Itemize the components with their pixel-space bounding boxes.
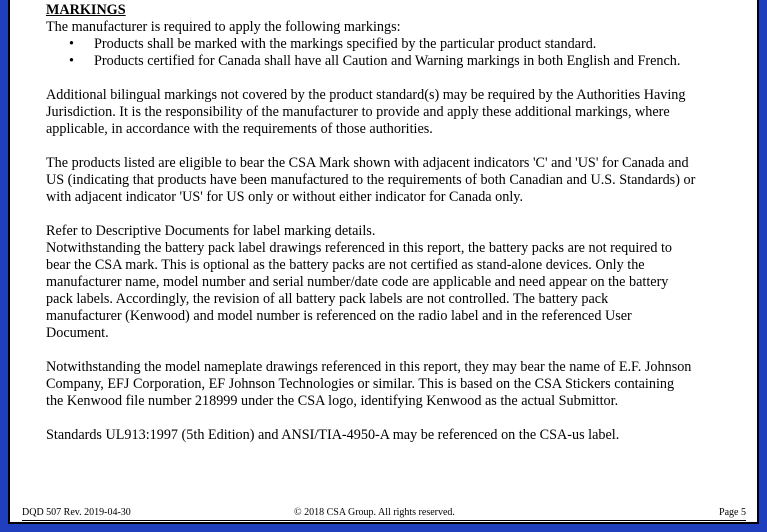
footer-copyright: © 2018 CSA Group. All rights reserved.: [294, 507, 455, 518]
paragraph-line: manufacturer name, model number and serial number/date code are applicable and need appear on the battery: [46, 274, 669, 290]
page-footer: [22, 506, 746, 521]
paragraph-line: manufacturer (Kenwood) and model number is referenced on the radio label and in the referenced User: [46, 308, 632, 324]
markings-list: [46, 36, 726, 70]
paragraph-battery-labels: [46, 223, 726, 342]
section-heading: MARKINGS: [46, 2, 126, 18]
paragraph-line: Refer to Descriptive Documents for label marking details.: [46, 223, 376, 239]
paragraph-spacer: [46, 70, 726, 87]
paragraph-spacer: [46, 342, 726, 359]
paragraph-line: Notwithstanding the model nameplate drawings referenced in this report, they may bear the name of E.F. Johnson: [46, 359, 692, 375]
section-intro: The manufacturer is required to apply the following markings:: [46, 19, 401, 35]
paragraph-line: Document.: [46, 325, 109, 341]
paragraph-bilingual-markings: [46, 87, 726, 138]
paragraph-line: The products listed are eligible to bear the CSA Mark shown with adjacent indicators 'C' and 'US' for Canada and: [46, 155, 689, 171]
list-item-text: Products certified for Canada shall have all Caution and Warning markings in both English and French.: [94, 53, 681, 69]
list-item-text: Products shall be marked with the markings specified by the particular product standard.: [94, 36, 597, 52]
bullet-icon: •: [69, 53, 74, 69]
list-item: [46, 53, 726, 70]
paragraph-line: Additional bilingual markings not covered by the product standard(s) may be required by the Authorities Having: [46, 87, 686, 103]
paragraph-spacer: [46, 138, 726, 155]
paragraph-line: bear the CSA mark. This is optional as the battery packs are not certified as stand-alone devices. Only the: [46, 257, 645, 273]
paragraph-line: US (indicating that products have been manufactured to the requirements of both Canadian and U.S. Standards) or: [46, 172, 696, 188]
paragraph-line: applicable, in accordance with the requirements of those authorities.: [46, 121, 433, 137]
paragraph-line: Company, EFJ Corporation, EF Johnson Technologies or similar. This is based on the CSA Stickers containing: [46, 376, 675, 392]
document-body: [46, 2, 726, 444]
paragraph-line: Notwithstanding the battery pack label drawings referenced in this report, the battery packs are not required to: [46, 240, 672, 256]
paragraph-standards: [46, 427, 726, 444]
paragraph-csa-mark: [46, 155, 726, 206]
paragraph-spacer: [46, 206, 726, 223]
paragraph-line: the Kenwood file number 218999 under the CSA logo, identifying Kenwood as the actual Submittor.: [46, 393, 619, 409]
footer-document-id: DQD 507 Rev. 2019-04-30: [22, 507, 131, 518]
footer-page-number: Page 5: [719, 507, 746, 518]
paragraph-line: pack labels. Accordingly, the revision of all battery pack labels are not controlled. The battery pack: [46, 291, 609, 307]
paragraph-line: Jurisdiction. It is the responsibility of the manufacturer to provide and apply these additional markings, where: [46, 104, 670, 120]
paragraph-line: with adjacent indicator 'US' for US only or without either indicator for Canada only.: [46, 189, 523, 205]
paragraph-line: Standards UL913:1997 (5th Edition) and ANSI/TIA-4950-A may be referenced on the CSA-us label.: [46, 427, 620, 443]
paragraph-spacer: [46, 410, 726, 427]
list-item: [46, 36, 726, 53]
bullet-icon: •: [69, 36, 74, 52]
paragraph-nameplate: [46, 359, 726, 410]
